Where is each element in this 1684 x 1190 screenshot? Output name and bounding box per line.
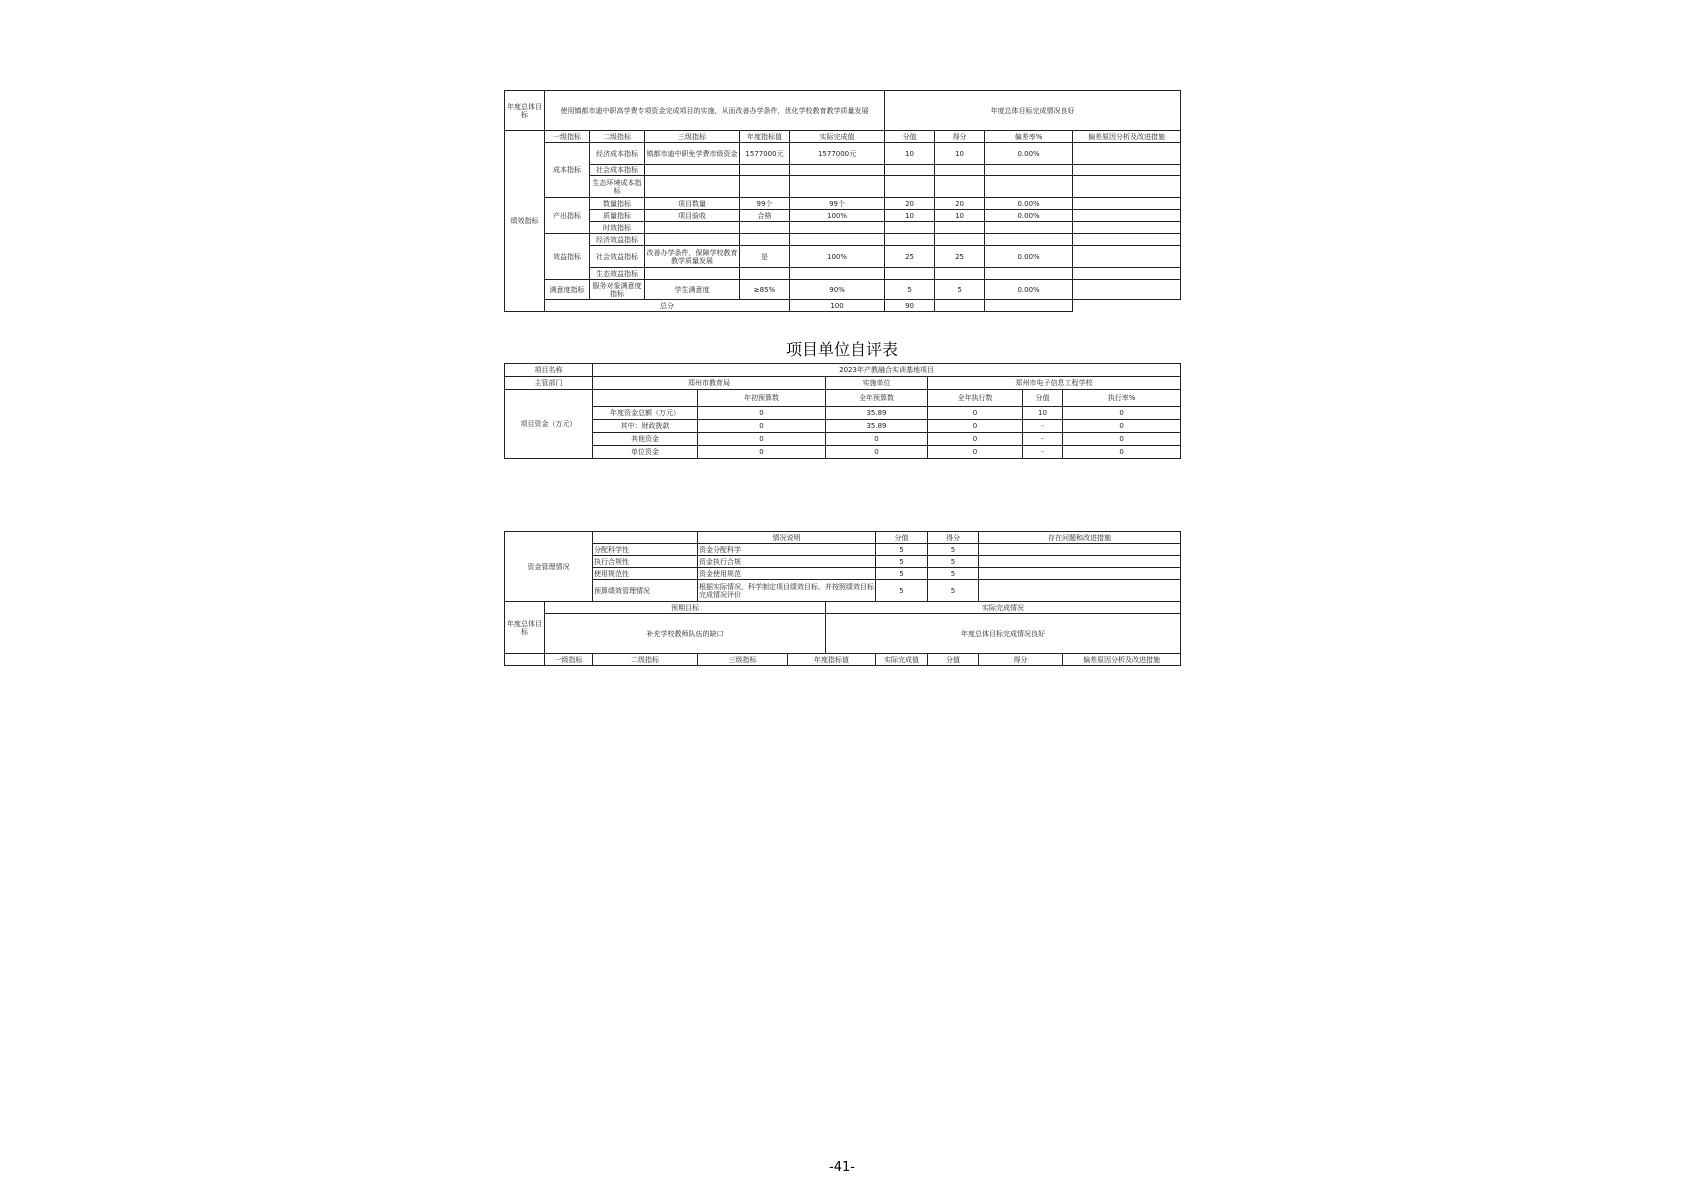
- funds-cell: 0: [928, 446, 1023, 459]
- header-cell: 一级指标: [545, 131, 590, 143]
- row-cell: 0.00%: [985, 280, 1073, 300]
- mgmt-cell: 资金使用规范: [698, 568, 876, 580]
- funds-cell: 0: [826, 446, 928, 459]
- row-cell: [1073, 143, 1181, 165]
- row-cell: 质量指标: [590, 210, 645, 222]
- funds-cell: 0: [698, 420, 826, 433]
- project-name: 2023年产教融合实训基地项目: [593, 364, 1181, 377]
- row-cell: 100%: [790, 246, 885, 268]
- header-cell: 偏差原因分析及改进措施: [1063, 654, 1181, 666]
- mgmt-header: 分值: [876, 532, 928, 544]
- target-result: 年度总体目标完成情况良好: [885, 91, 1181, 131]
- performance-table-1: [504, 90, 1181, 312]
- funds-row-label: 单位资金: [593, 446, 698, 459]
- row-cell: 5: [935, 280, 985, 300]
- mgmt-cell: 5: [928, 568, 979, 580]
- mgmt-cell: 5: [876, 544, 928, 556]
- impl: 郑州市电子信息工程学校: [928, 377, 1181, 390]
- header-cell: 一级指标: [545, 654, 593, 666]
- funds-row-label: 其中：财政拨款: [593, 420, 698, 433]
- row-cell: 90%: [790, 280, 885, 300]
- row-cell: 25: [935, 246, 985, 268]
- funds-header: 分值: [1023, 390, 1063, 407]
- funds-cell: 0: [1063, 433, 1181, 446]
- header-cell: 得分: [979, 654, 1063, 666]
- row-cell: 经济效益指标: [590, 234, 645, 246]
- header-cell: 二级指标: [590, 131, 645, 143]
- output-label: 产出指标: [545, 198, 590, 234]
- row-cell: 10: [885, 210, 935, 222]
- header-cell: 实际完成值: [790, 131, 885, 143]
- row-cell: 0.00%: [985, 198, 1073, 210]
- project-name-label: 项目名称: [505, 364, 593, 377]
- funds-cell: 0: [928, 420, 1023, 433]
- header-cell: 分值: [885, 131, 935, 143]
- funds-label: 项目资金（万元）: [505, 390, 593, 459]
- funds-cell: 0: [1063, 407, 1181, 420]
- target-actual-label: 实际完成情况: [826, 602, 1181, 614]
- funds-cell: 0: [1063, 446, 1181, 459]
- row-cell: 生态效益指标: [590, 268, 645, 280]
- mgmt-cell: 根据实际情况，科学制定项目绩效目标，并按照绩效目标完成情况评价: [698, 580, 876, 602]
- mgmt-row-label: 预算绩效管理情况: [593, 580, 698, 602]
- row-cell: 合格: [740, 210, 790, 222]
- mgmt-row-label: 分配科学性: [593, 544, 698, 556]
- mgmt-cell: 5: [928, 544, 979, 556]
- mgmt-header: 存在问题和改进措施: [979, 532, 1181, 544]
- mgmt-row-label: 执行合规性: [593, 556, 698, 568]
- dept: 郑州市教育局: [593, 377, 826, 390]
- self-eval-table: [504, 363, 1181, 459]
- row-cell: 100%: [790, 210, 885, 222]
- mgmt-cell: 5: [876, 556, 928, 568]
- header-cell: 分值: [928, 654, 979, 666]
- funds-cell: 10: [1023, 407, 1063, 420]
- row-cell: 10: [935, 210, 985, 222]
- row-cell: ≥85%: [740, 280, 790, 300]
- mgmt-cell: 资金分配科学: [698, 544, 876, 556]
- funds-cell: -: [1023, 446, 1063, 459]
- header-cell: 偏差原因分析及改进措施: [1073, 131, 1181, 143]
- row-cell: 1577000元: [790, 143, 885, 165]
- total-label: 总分: [545, 300, 790, 312]
- row-cell: 1577000元: [740, 143, 790, 165]
- funds-row-label: 其他资金: [593, 433, 698, 446]
- effect-label: 效益指标: [545, 234, 590, 280]
- mgmt-label: 资金管理情况: [505, 532, 593, 602]
- row-cell: 服务对象满意度指标: [590, 280, 645, 300]
- mgmt-cell: 5: [876, 580, 928, 602]
- target-actual: 年度总体目标完成情况良好: [826, 614, 1181, 654]
- funds-cell: 0: [698, 407, 826, 420]
- row-cell: 0.00%: [985, 143, 1073, 165]
- header-cell: 实际完成值: [876, 654, 928, 666]
- cost-label: 成本指标: [545, 143, 590, 198]
- mgmt-header: 情况说明: [698, 532, 876, 544]
- row-cell: 99个: [740, 198, 790, 210]
- funds-header: 全年预算数: [826, 390, 928, 407]
- header-cell: 三级指标: [645, 131, 740, 143]
- mgmt-cell: 5: [928, 556, 979, 568]
- impl-label: 实施单位: [826, 377, 928, 390]
- mgmt-cell: 资金执行合规: [698, 556, 876, 568]
- perf-label: 绩效指标: [505, 131, 545, 312]
- row-cell: 社会效益指标: [590, 246, 645, 268]
- header-cell: 三级指标: [698, 654, 788, 666]
- row-cell: 10: [885, 143, 935, 165]
- mgmt-cell: 5: [928, 580, 979, 602]
- funds-cell: 0: [1063, 420, 1181, 433]
- row-cell: 0.00%: [985, 246, 1073, 268]
- row-cell: 99个: [790, 198, 885, 210]
- funds-cell: 0: [826, 433, 928, 446]
- page-number: -41-: [829, 1160, 855, 1175]
- header-cell: 年度指标值: [788, 654, 876, 666]
- row-cell: 学生满意度: [645, 280, 740, 300]
- mgmt-cell: 5: [876, 568, 928, 580]
- row-cell: 镇都市迪中职免学费市级资金: [645, 143, 740, 165]
- row-cell: 改善办学条件，保障学校教育教学质量发展: [645, 246, 740, 268]
- header-cell: 二级指标: [593, 654, 698, 666]
- funds-cell: 0: [928, 407, 1023, 420]
- mgmt-row-label: 使用规范性: [593, 568, 698, 580]
- row-cell: 经济成本指标: [590, 143, 645, 165]
- row-cell: 生态环境成本指标: [590, 176, 645, 198]
- funds-header: 全年执行数: [928, 390, 1023, 407]
- total-score: 100: [790, 300, 885, 312]
- header-cell: 年度指标值: [740, 131, 790, 143]
- funds-cell: 35.89: [826, 407, 928, 420]
- row-cell: 5: [885, 280, 935, 300]
- target-expected-label: 预期目标: [545, 602, 826, 614]
- target2-label: 年度总体目标: [505, 602, 545, 654]
- row-cell: 项目数量: [645, 198, 740, 210]
- row-cell: 时效指标: [590, 222, 645, 234]
- target-expected: 补充学校教师队伍的缺口: [545, 614, 826, 654]
- row-cell: 数量指标: [590, 198, 645, 210]
- funds-cell: 0: [928, 433, 1023, 446]
- satisfaction-label: 满意度指标: [545, 280, 590, 300]
- row-cell: 0.00%: [985, 210, 1073, 222]
- funds-row-label: 年度资金总额（万元）: [593, 407, 698, 420]
- row-cell: 项目验收: [645, 210, 740, 222]
- funds-cell: 35.89: [826, 420, 928, 433]
- row-cell: 25: [885, 246, 935, 268]
- funds-cell: 0: [698, 433, 826, 446]
- row-cell: 20: [885, 198, 935, 210]
- dept-label: 主管部门: [505, 377, 593, 390]
- row-cell: 社会成本指标: [590, 165, 645, 176]
- funds-header: 年初预算数: [698, 390, 826, 407]
- header-cell: 偏差率%: [985, 131, 1073, 143]
- row-cell: 20: [935, 198, 985, 210]
- funds-cell: -: [1023, 420, 1063, 433]
- mgmt-header: 得分: [928, 532, 979, 544]
- header-cell: 得分: [935, 131, 985, 143]
- funds-header: 执行率%: [1063, 390, 1181, 407]
- funds-cell: 0: [698, 446, 826, 459]
- target-label: 年度总体目标: [505, 91, 545, 131]
- row-cell: 是: [740, 246, 790, 268]
- target-text: 使用镇都市迪中职高学费专项资金完成项目的实施，从而改善办学条件，优化学校教育教学质量发展: [545, 91, 885, 131]
- section-title: 项目单位自评表: [785, 340, 898, 359]
- row-cell: 10: [935, 143, 985, 165]
- funds-cell: -: [1023, 433, 1063, 446]
- management-table: [504, 531, 1181, 666]
- total-got: 90: [885, 300, 935, 312]
